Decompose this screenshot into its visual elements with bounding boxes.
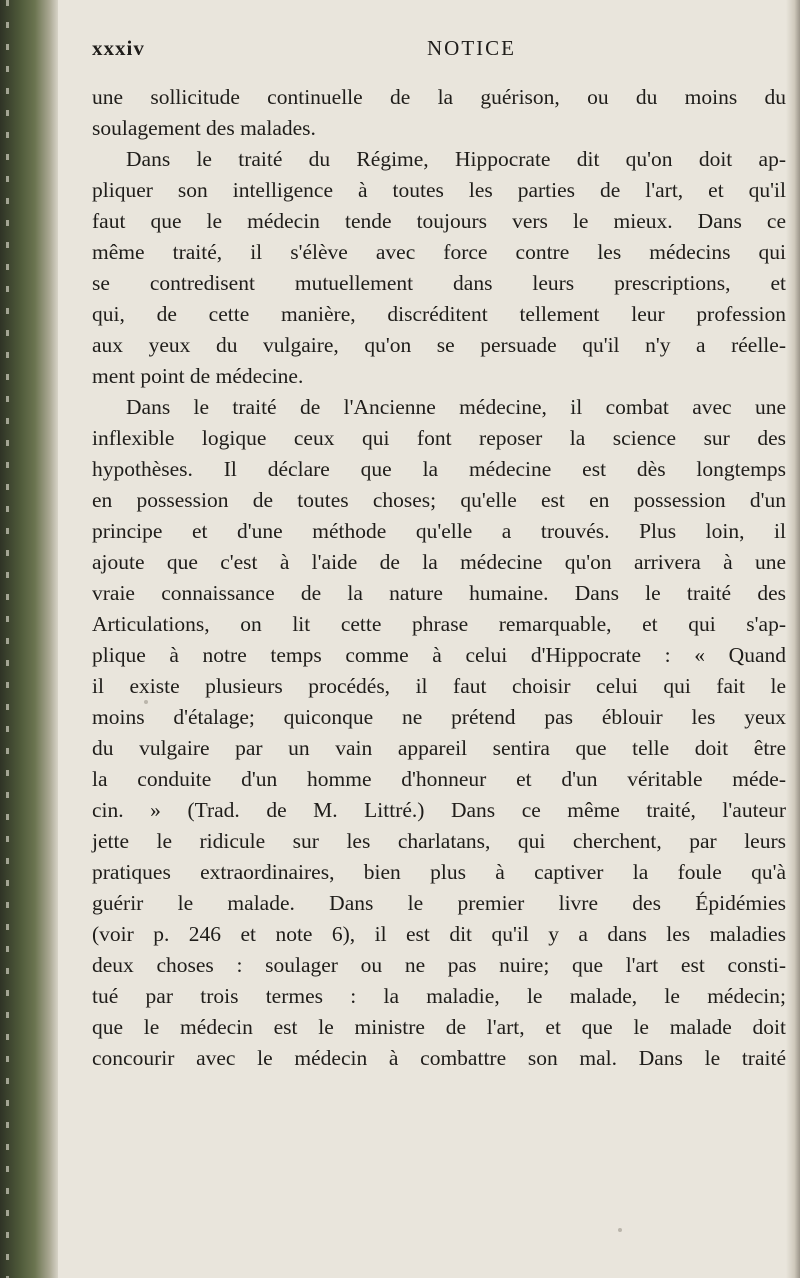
text-line: concourir avec le médecin à combattre son mal. Dans le traité: [92, 1046, 786, 1070]
text-line: ment point de médecine.: [92, 364, 304, 388]
text-line: il existe plusieurs procédés, il faut choisir celui qui fait le: [92, 674, 786, 698]
text-line: principe et d'une méthode qu'elle a trouvés. Plus loin, il: [92, 519, 786, 543]
text-line: qui, de cette manière, discréditent tellement leur profession: [92, 302, 786, 326]
text-line: moins d'étalage; quiconque ne prétend pas éblouir les yeux: [92, 705, 786, 729]
text-line: guérir le malade. Dans le premier livre des Épidémies: [92, 891, 786, 915]
text-line: (voir p. 246 et note 6), il est dit qu'il y a dans les maladies: [92, 922, 786, 946]
page-number: xxxiv: [92, 36, 145, 60]
text-line: faut que le médecin tende toujours vers le mieux. Dans ce: [92, 209, 786, 233]
book-page: [58, 0, 786, 1278]
paper-speck: [144, 700, 148, 704]
text-line: vraie connaissance de la nature humaine. Dans le traité des: [92, 581, 786, 605]
text-line: hypothèses. Il déclare que la médecine est dès longtemps: [92, 457, 786, 481]
text-line: pratiques extraordinaires, bien plus à captiver la foule qu'à: [92, 860, 786, 884]
body-text: [92, 82, 786, 1074]
text-line: cin. » (Trad. de M. Littré.) Dans ce même traité, l'auteur: [92, 798, 786, 822]
text-line: même traité, il s'élève avec force contre les médecins qui: [92, 240, 786, 264]
text-line: deux choses : soulager ou ne pas nuire; que l'art est consti-: [92, 953, 786, 977]
book-binding-edge: [0, 0, 58, 1278]
text-line: Articulations, on lit cette phrase remarquable, et qui s'ap-: [92, 612, 786, 636]
running-head: [92, 36, 784, 64]
text-line: plique à notre temps comme à celui d'Hippocrate : « Quand: [92, 643, 786, 667]
text-line: aux yeux du vulgaire, qu'on se persuade qu'il n'y a réelle-: [92, 333, 786, 357]
text-line: se contredisent mutuellement dans leurs prescriptions, et: [92, 271, 786, 295]
text-line: la conduite d'un homme d'honneur et d'un véritable méde-: [92, 767, 786, 791]
text-line: soulagement des malades.: [92, 116, 316, 140]
text-line: jette le ridicule sur les charlatans, qui cherchent, par leurs: [92, 829, 786, 853]
text-line: inflexible logique ceux qui font reposer la science sur des: [92, 426, 786, 450]
text-line: ajoute que c'est à l'aide de la médecine qu'on arrivera à une: [92, 550, 786, 574]
text-line: en possession de toutes choses; qu'elle est en possession d'un: [92, 488, 786, 512]
text-line: tué par trois termes : la maladie, le malade, le médecin;: [92, 984, 786, 1008]
text-line: Dans le traité du Régime, Hippocrate dit qu'on doit ap-: [126, 147, 786, 171]
text-line: que le médecin est le ministre de l'art, et que le malade doit: [92, 1015, 786, 1039]
running-title: NOTICE: [427, 36, 516, 60]
text-line: du vulgaire par un vain appareil sentira que telle doit être: [92, 736, 786, 760]
text-line: une sollicitude continuelle de la guérison, ou du moins du: [92, 85, 786, 109]
paper-speck: [618, 1228, 622, 1232]
text-line: Dans le traité de l'Ancienne médecine, il combat avec une: [126, 395, 786, 419]
page-right-edge-shadow: [786, 0, 800, 1278]
text-line: pliquer son intelligence à toutes les parties de l'art, et qu'il: [92, 178, 786, 202]
